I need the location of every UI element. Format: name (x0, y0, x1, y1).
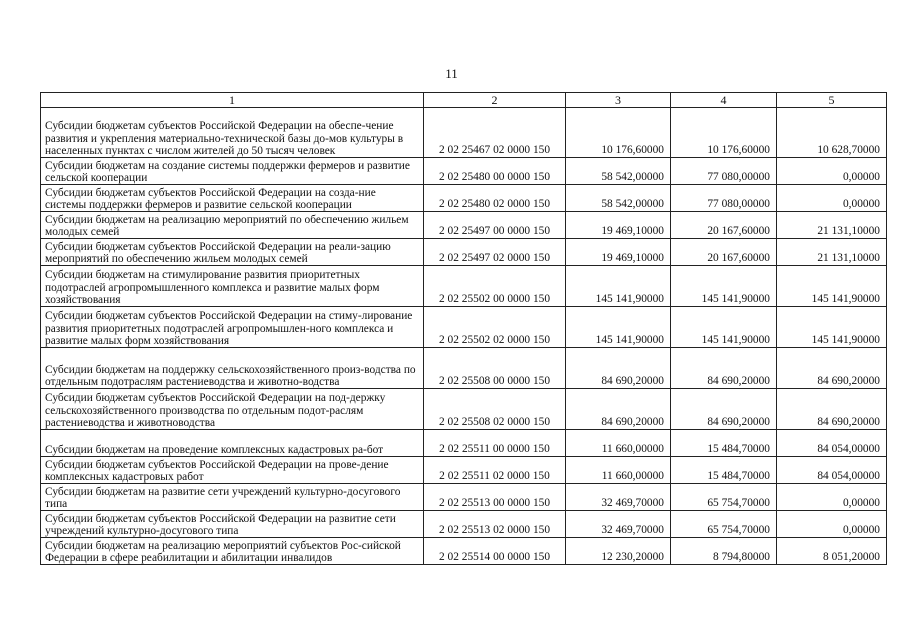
table-row (41, 538, 887, 565)
row-value-col4: 10 176,60000 (671, 108, 777, 158)
column-header: 3 (566, 93, 671, 108)
row-code: 2 02 25480 00 0000 150 (424, 158, 566, 185)
row-code: 2 02 25497 00 0000 150 (424, 212, 566, 239)
column-header: 4 (671, 93, 777, 108)
row-value-col4: 8 794,80000 (671, 538, 777, 565)
row-value-col3: 58 542,00000 (566, 185, 671, 212)
row-value-col3: 11 660,00000 (566, 430, 671, 457)
row-value-col3: 58 542,00000 (566, 158, 671, 185)
row-value-col5: 84 054,00000 (777, 457, 887, 484)
table-row (41, 457, 887, 484)
row-value-col5: 21 131,10000 (777, 212, 887, 239)
row-value-col5: 84 690,20000 (777, 348, 887, 389)
row-name: Субсидии бюджетам на реализацию мероприятий по обеспечению жильем молодых семей (41, 212, 424, 239)
row-value-col5: 0,00000 (777, 484, 887, 511)
row-value-col5: 21 131,10000 (777, 239, 887, 266)
row-value-col4: 20 167,60000 (671, 212, 777, 239)
column-header: 1 (41, 93, 424, 108)
row-name: Субсидии бюджетам субъектов Российской Федерации на созда-ние системы поддержки фермеров и развитие сельской кооперации (41, 185, 424, 212)
table-row (41, 239, 887, 266)
row-code: 2 02 25480 02 0000 150 (424, 185, 566, 212)
row-value-col4: 77 080,00000 (671, 185, 777, 212)
row-code: 2 02 25508 00 0000 150 (424, 348, 566, 389)
table-row (41, 430, 887, 457)
row-name: Субсидии бюджетам на поддержку сельскохозяйственного произ-водства по отдельным подотраслям растениеводства и животно-водства (41, 348, 424, 389)
row-value-col5: 0,00000 (777, 158, 887, 185)
table-row (41, 307, 887, 348)
table-row (41, 266, 887, 307)
row-value-col5: 145 141,90000 (777, 266, 887, 307)
table-row (41, 389, 887, 430)
row-name: Субсидии бюджетам на стимулирование развития приоритетных подотраслей агропромышленного комплекса и развитие малых форм хозяйствования (41, 266, 424, 307)
row-value-col3: 84 690,20000 (566, 348, 671, 389)
row-code: 2 02 25502 00 0000 150 (424, 266, 566, 307)
row-value-col4: 15 484,70000 (671, 430, 777, 457)
row-value-col4: 145 141,90000 (671, 266, 777, 307)
row-value-col3: 11 660,00000 (566, 457, 671, 484)
row-value-col5: 84 690,20000 (777, 389, 887, 430)
row-value-col3: 145 141,90000 (566, 266, 671, 307)
row-value-col3: 145 141,90000 (566, 307, 671, 348)
row-code: 2 02 25513 00 0000 150 (424, 484, 566, 511)
row-name: Субсидии бюджетам субъектов Российской Федерации на стиму-лирование развития приоритетных подотраслей агропромышлен-ного комплекса и развитие малых форм хозяйствования (41, 307, 424, 348)
row-value-col5: 0,00000 (777, 511, 887, 538)
row-name: Субсидии бюджетам субъектов Российской Федерации на реали-зацию мероприятий по обеспечению жильем молодых семей (41, 239, 424, 266)
row-code: 2 02 25513 02 0000 150 (424, 511, 566, 538)
table-row (41, 511, 887, 538)
row-name: Субсидии бюджетам субъектов Российской Федерации на прове-дение комплексных кадастровых работ (41, 457, 424, 484)
row-value-col5: 0,00000 (777, 185, 887, 212)
row-value-col5: 10 628,70000 (777, 108, 887, 158)
column-header: 5 (777, 93, 887, 108)
table-row (41, 108, 887, 158)
row-value-col5: 84 054,00000 (777, 430, 887, 457)
row-value-col3: 12 230,20000 (566, 538, 671, 565)
row-code: 2 02 25508 02 0000 150 (424, 389, 566, 430)
row-value-col4: 20 167,60000 (671, 239, 777, 266)
row-value-col4: 65 754,70000 (671, 511, 777, 538)
row-value-col3: 19 469,10000 (566, 212, 671, 239)
row-name: Субсидии бюджетам на проведение комплексных кадастровых ра-бот (41, 430, 424, 457)
table-row (41, 212, 887, 239)
row-name: Субсидии бюджетам субъектов Российской Федерации на обеспе-чение развития и укрепления материально-технической базы до-мов культуры в населенных пунктах с числом жителей до 50 тысяч человек (41, 108, 424, 158)
row-value-col4: 15 484,70000 (671, 457, 777, 484)
row-code: 2 02 25511 00 0000 150 (424, 430, 566, 457)
row-name: Субсидии бюджетам на создание системы поддержки фермеров и развитие сельской кооперации (41, 158, 424, 185)
row-value-col5: 145 141,90000 (777, 307, 887, 348)
row-value-col3: 32 469,70000 (566, 484, 671, 511)
row-value-col3: 84 690,20000 (566, 389, 671, 430)
row-value-col4: 77 080,00000 (671, 158, 777, 185)
row-value-col4: 145 141,90000 (671, 307, 777, 348)
row-code: 2 02 25467 02 0000 150 (424, 108, 566, 158)
row-value-col3: 19 469,10000 (566, 239, 671, 266)
row-value-col3: 32 469,70000 (566, 511, 671, 538)
row-value-col5: 8 051,20000 (777, 538, 887, 565)
header-row (41, 93, 887, 108)
row-value-col4: 84 690,20000 (671, 348, 777, 389)
row-value-col3: 10 176,60000 (566, 108, 671, 158)
row-code: 2 02 25514 00 0000 150 (424, 538, 566, 565)
row-name: Субсидии бюджетам субъектов Российской Федерации на развитие сети учреждений культурно-досугового типа (41, 511, 424, 538)
row-value-col4: 84 690,20000 (671, 389, 777, 430)
row-code: 2 02 25497 02 0000 150 (424, 239, 566, 266)
table-row (41, 484, 887, 511)
row-name: Субсидии бюджетам на развитие сети учреждений культурно-досугового типа (41, 484, 424, 511)
table-row (41, 185, 887, 212)
row-name: Субсидии бюджетам на реализацию мероприятий субъектов Рос-сийской Федерации в сфере реабилитации и абилитации инвалидов (41, 538, 424, 565)
budget-table (40, 92, 887, 565)
row-name: Субсидии бюджетам субъектов Российской Федерации на под-держку сельскохозяйственного производства по отдельным подот-раслям растениеводства и животноводства (41, 389, 424, 430)
row-value-col4: 65 754,70000 (671, 484, 777, 511)
table-row (41, 158, 887, 185)
column-header: 2 (424, 93, 566, 108)
row-code: 2 02 25511 02 0000 150 (424, 457, 566, 484)
page-number: 11 (445, 66, 458, 81)
row-code: 2 02 25502 02 0000 150 (424, 307, 566, 348)
table-row (41, 348, 887, 389)
